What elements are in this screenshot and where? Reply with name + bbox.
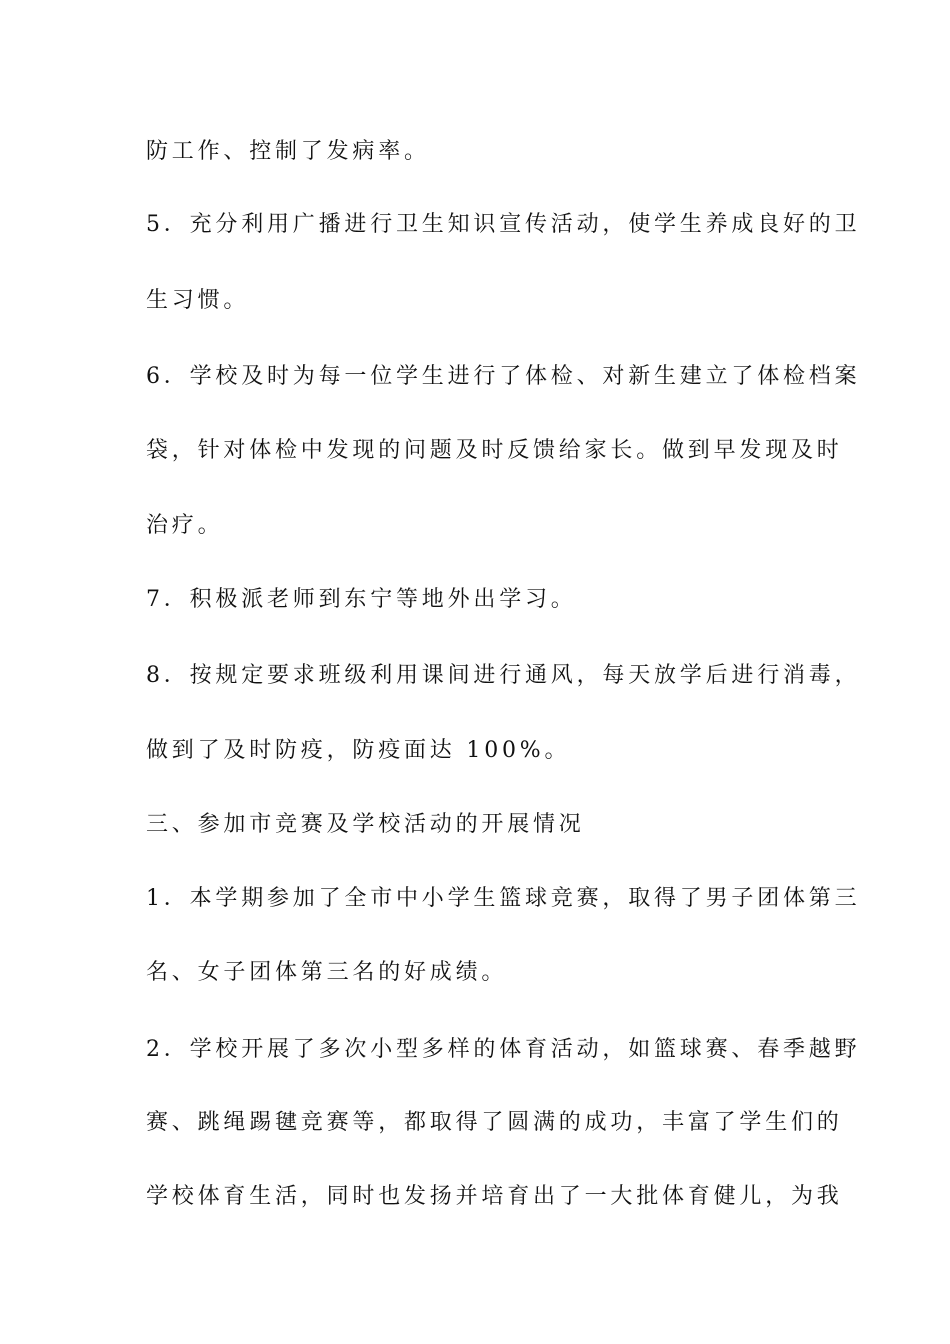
text-line: 名、女子团体第三名的好成绩。 xyxy=(146,960,508,985)
text-line: 5．充分利用广播进行卫生知识宣传活动，使学生养成良好的卫 xyxy=(146,212,861,237)
text-line: 做到了及时防疫，防疫面达 100%。 xyxy=(146,738,571,763)
text-line: 治疗。 xyxy=(146,513,224,538)
text-line: 6．学校及时为每一位学生进行了体检、对新生建立了体检档案 xyxy=(146,364,861,389)
section-heading: 三、参加市竞赛及学校活动的开展情况 xyxy=(146,812,585,837)
text-line: 7．积极派老师到东宁等地外出学习。 xyxy=(146,587,577,612)
text-line: 生习惯。 xyxy=(146,288,250,313)
text-line: 1．本学期参加了全市中小学生篮球竞赛，取得了男子团体第三 xyxy=(146,886,861,911)
text-line: 学校体育生活，同时也发扬并培育出了一大批体育健儿，为我 xyxy=(146,1184,843,1209)
text-line: 2．学校开展了多次小型多样的体育活动，如篮球赛、春季越野 xyxy=(146,1037,861,1062)
text-line: 袋，针对体检中发现的问题及时反馈给家长。做到早发现及时 xyxy=(146,438,843,463)
text-line: 防工作、控制了发病率。 xyxy=(146,139,430,164)
text-line: 8．按规定要求班级利用课间进行通风，每天放学后进行消毒， xyxy=(146,663,861,688)
text-line: 赛、跳绳踢毽竞赛等，都取得了圆满的成功，丰富了学生们的 xyxy=(146,1110,843,1135)
